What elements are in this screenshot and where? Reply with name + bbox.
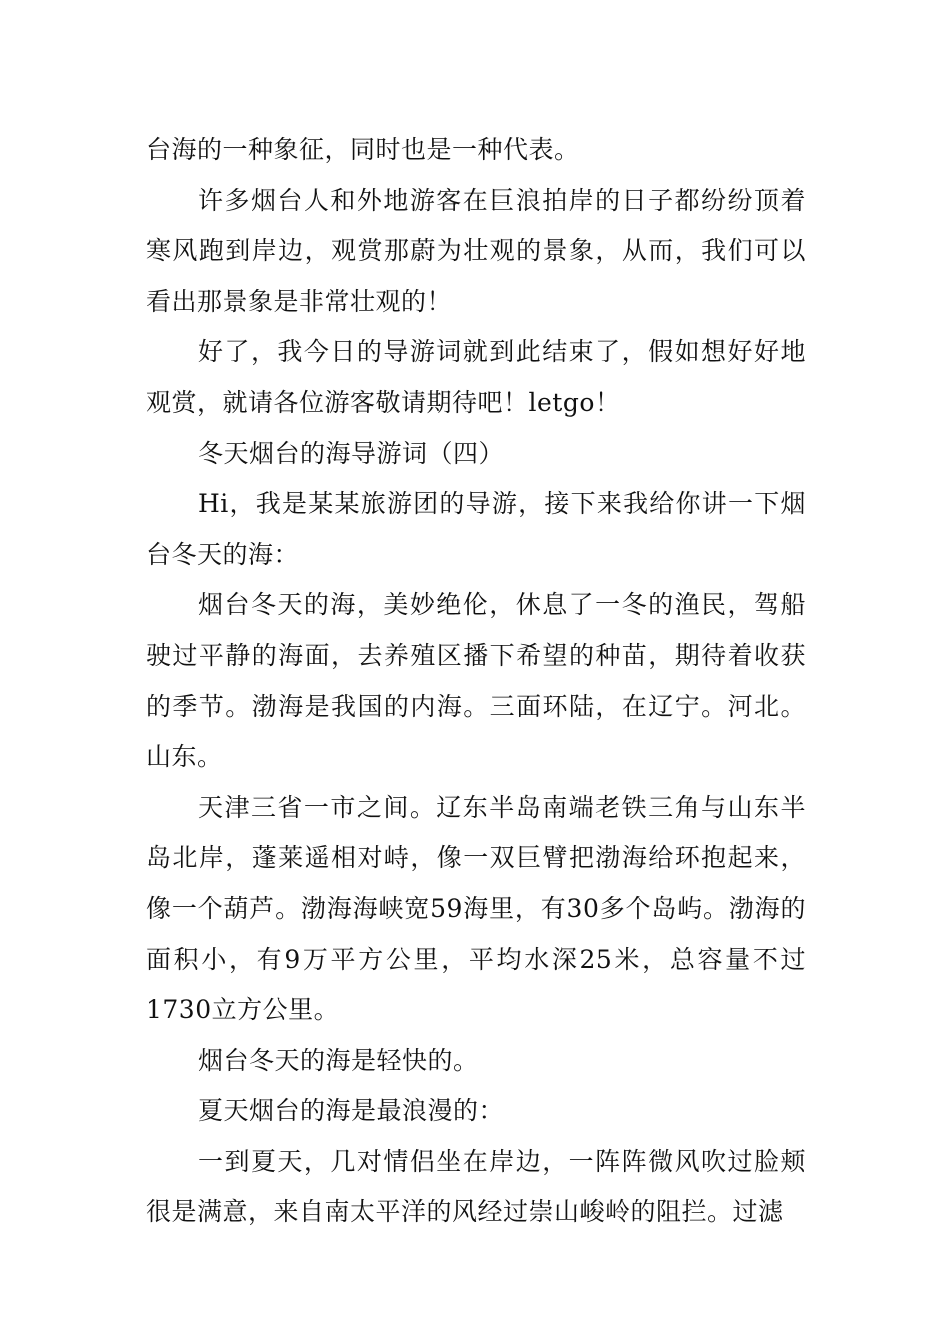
paragraph-10: 一到夏天，几对情侣坐在岸边，一阵阵微风吹过脸颊很是满意，来自南太平洋的风经过崇山峻岭的阻拦。过滤 — [146, 1146, 806, 1227]
document-body — [146, 125, 806, 1238]
paragraph-3: 好了，我今日的导游词就到此结束了，假如想好好地观赏，就请各位游客敬请期待吧！letgo！ — [146, 337, 806, 417]
paragraph-5: Hi，我是某某旅游团的导游，接下来我给你讲一下烟台冬天的海： — [146, 489, 806, 569]
paragraph-1: 台海的一种象征，同时也是一种代表。 — [146, 135, 580, 164]
paragraph-2: 许多烟台人和外地游客在巨浪拍岸的日子都纷纷顶着寒风跑到岸边，观赏那蔚为壮观的景象，从而，我们可以看出那景象是非常壮观的！ — [146, 185, 806, 316]
paragraph-6: 烟台冬天的海，美妙绝伦，休息了一冬的渔民，驾船驶过平静的海面，去养殖区播下希望的种苗，期待着收获的季节。渤海是我国的内海。三面环陆，在辽宁。河北。山东。 — [146, 590, 806, 772]
paragraph-8: 烟台冬天的海是轻快的。 — [198, 1045, 479, 1075]
paragraph-9: 夏天烟台的海是最浪漫的： — [198, 1096, 505, 1126]
paragraph-7: 天津三省一市之间。辽东半岛南端老铁三角与山东半岛北岸，蓬莱遥相对峙，像一双巨臂把渤海给环抱起来，像一个葫芦。渤海海峡宽59海里，有30多个岛屿。渤海的面积小，有9万平方公里，平均水深25米，总容量不过1730立方公里。 — [146, 792, 806, 1025]
section-heading: 冬天烟台的海导游词（四） — [198, 438, 505, 468]
